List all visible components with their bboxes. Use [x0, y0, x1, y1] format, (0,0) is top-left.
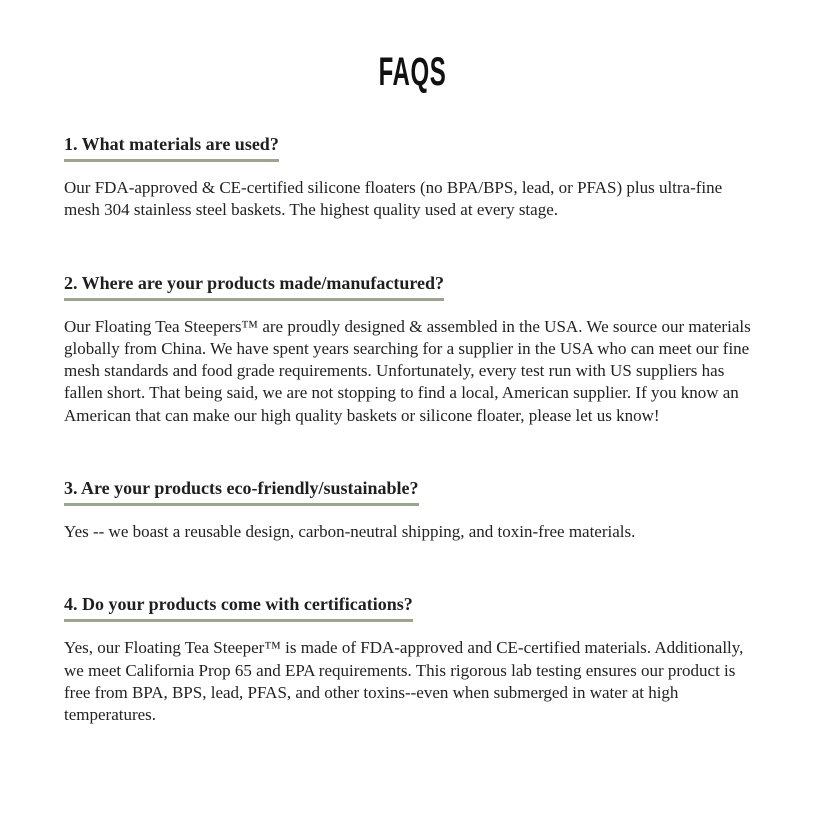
- page-title-text: FAQS: [378, 50, 446, 94]
- page-title: [64, 52, 760, 92]
- faq-question: 1. What materials are used?: [64, 134, 279, 162]
- faq-answer: Our FDA-approved & CE-certified silicone floaters (no BPA/BPS, lead, or PFAS) plus ultra-fine mesh 304 stainless steel baskets. The highest quality used at every stage.: [64, 178, 723, 220]
- faq-list: [64, 134, 760, 727]
- faq-answer: Yes, our Floating Tea Steeper™ is made of FDA-approved and CE-certified materials. Additionally, we meet California Prop 65 and EPA requirements. This rigorous lab testing ensures our product is free from BPA, BPS, lead, PFAS, and other toxins--even when submerged in water at high temperatures.: [64, 638, 744, 725]
- faq-item: [64, 594, 760, 726]
- faq-item: [64, 273, 760, 427]
- faq-item: [64, 478, 760, 543]
- faq-question: 4. Do your products come with certifications?: [64, 594, 413, 622]
- faq-question: 2. Where are your products made/manufactured?: [64, 273, 444, 301]
- faq-content: [0, 52, 817, 727]
- faq-answer: Yes -- we boast a reusable design, carbon-neutral shipping, and toxin-free materials.: [64, 522, 636, 542]
- faq-answer: Our Floating Tea Steepers™ are proudly designed & assembled in the USA. We source our materials globally from China. We have spent years searching for a supplier in the USA who can meet our fine mesh standards and food grade requirements. Unfortunately, every test run with US suppliers has fallen short. That being said, we are not stopping to find a local, American supplier. If you know an American that can make our high quality baskets or silicone floater, please let us know!: [64, 316, 751, 425]
- faq-item: [64, 134, 760, 222]
- faq-question: 3. Are your products eco-friendly/sustainable?: [64, 478, 419, 506]
